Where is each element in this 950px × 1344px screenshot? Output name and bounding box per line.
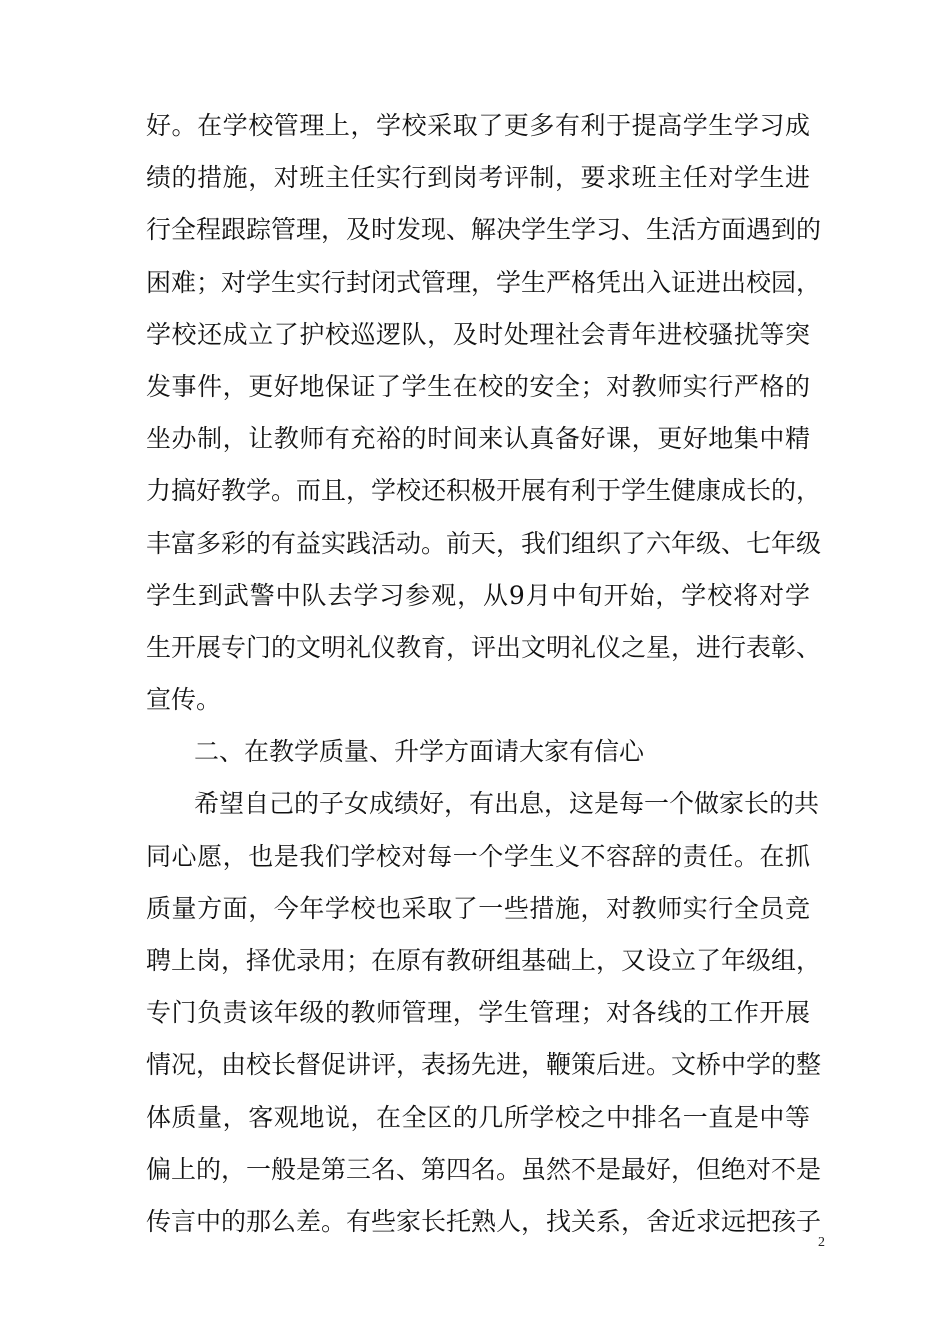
text-line: 生开展专门的文明礼仪教育，评出文明礼仪之星，进行表彰、 [146, 632, 822, 662]
text-line: 宣传。 [146, 685, 222, 715]
text-line: 希望自己的子女成绩好，有出息，这是每一个做家长的共 [194, 789, 820, 819]
section-heading: 二、在教学质量、升学方面请大家有信心 [194, 737, 645, 767]
text-line: 坐办制，让教师有充裕的时间来认真备好课，更好地集中精 [146, 424, 810, 454]
text-line: 同心愿，也是我们学校对每一个学生义不容辞的责任。在抓 [146, 841, 810, 871]
text-line: 力搞好教学。而且，学校还积极开展有利于学生健康成长的， [146, 476, 822, 506]
text-line: 学校还成立了护校巡逻队，及时处理社会青年进校骚扰等突 [146, 319, 810, 349]
text-line: 专门负责该年级的教师管理，学生管理；对各线的工作开展 [146, 998, 810, 1028]
text-line: 传言中的那么差。有些家长托熟人，找关系，舍近求远把孩子 [146, 1206, 822, 1236]
text-line: 聘上岗，择优录用；在原有教研组基础上，又设立了年级组， [146, 946, 822, 975]
text-line: 行全程跟踪管理，及时发现、解决学生学习、生活方面遇到的 [146, 215, 822, 245]
text-line: 困难；对学生实行封闭式管理，学生严格凭出入证进出校园， [146, 267, 822, 297]
text-line: 学生到武警中队去学习参观，从9月中旬开始，学校将对学 [146, 580, 810, 610]
text-line: 质量方面，今年学校也采取了一些措施，对教师实行全员竞 [146, 893, 810, 923]
text-line: 绩的措施，对班主任实行到岗考评制，要求班主任对学生进 [146, 163, 810, 193]
text-line: 体质量，客观地说，在全区的几所学校之中排名一直是中等 [146, 1102, 810, 1132]
text-line: 好。在学校管理上，学校采取了更多有利于提高学生学习成 [146, 111, 810, 140]
body-text [146, 100, 822, 1248]
text-line: 发事件，更好地保证了学生在校的安全；对教师实行严格的 [146, 371, 810, 401]
text-line: 丰富多彩的有益实践活动。前天，我们组织了六年级、七年级 [146, 528, 822, 558]
page-number: 2 [818, 1235, 825, 1250]
text-line: 情况，由校长督促讲评，表扬先进，鞭策后进。文桥中学的整 [146, 1050, 822, 1080]
text-line: 偏上的，一般是第三名、第四名。虽然不是最好，但绝对不是 [146, 1154, 822, 1184]
